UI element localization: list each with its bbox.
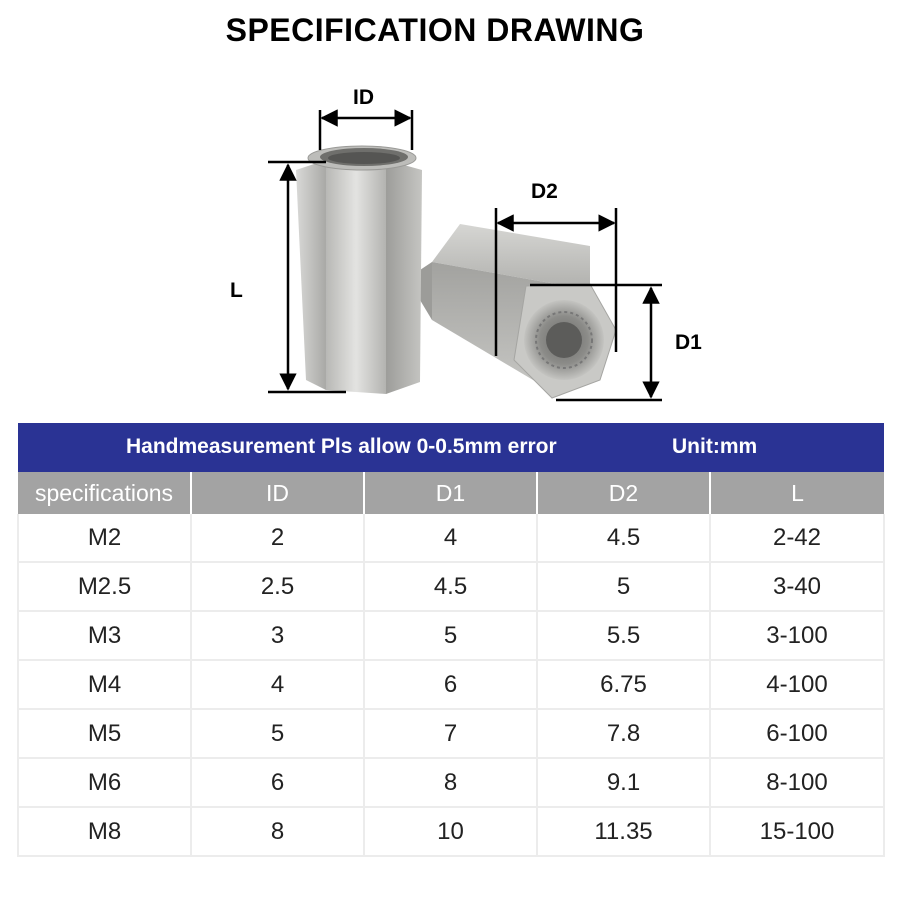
header-d2: D2 <box>537 472 710 514</box>
table-banner <box>18 423 884 472</box>
cell-id: 2.5 <box>191 562 364 611</box>
cell-id: 5 <box>191 709 364 758</box>
cell-id: 3 <box>191 611 364 660</box>
cell-d1: 10 <box>364 807 537 856</box>
dimension-label-id: ID <box>353 86 374 109</box>
header-specifications: specifications <box>18 472 191 514</box>
dimension-label-l: L <box>230 279 243 302</box>
hex-coupling-nut-drawing <box>0 0 900 420</box>
specification-table <box>17 423 885 857</box>
header-l: L <box>710 472 884 514</box>
cell-d2: 11.35 <box>537 807 710 856</box>
cell-d1: 6 <box>364 660 537 709</box>
cell-d1: 8 <box>364 758 537 807</box>
dimension-label-d2: D2 <box>531 180 558 203</box>
cell-d2: 5 <box>537 562 710 611</box>
table-row <box>18 611 884 660</box>
header-id: ID <box>191 472 364 514</box>
cell-id: 2 <box>191 514 364 562</box>
page-title: SPECIFICATION DRAWING <box>225 12 645 48</box>
cell-l: 2-42 <box>710 514 884 562</box>
cell-d2: 9.1 <box>537 758 710 807</box>
cell-d2: 4.5 <box>537 514 710 562</box>
unit-label: Unit:mm <box>672 435 758 458</box>
cell-l: 3-40 <box>710 562 884 611</box>
cell-d2: 6.75 <box>537 660 710 709</box>
cell-spec: M3 <box>18 611 191 660</box>
cell-l: 6-100 <box>710 709 884 758</box>
cell-id: 4 <box>191 660 364 709</box>
lying-nut <box>420 224 616 398</box>
cell-id: 6 <box>191 758 364 807</box>
cell-d2: 5.5 <box>537 611 710 660</box>
cell-id: 8 <box>191 807 364 856</box>
cell-spec: M2 <box>18 514 191 562</box>
cell-spec: M5 <box>18 709 191 758</box>
table-row <box>18 758 884 807</box>
cell-spec: M4 <box>18 660 191 709</box>
cell-l: 15-100 <box>710 807 884 856</box>
cell-l: 3-100 <box>710 611 884 660</box>
upright-nut <box>296 146 422 394</box>
table-row <box>18 709 884 758</box>
cell-d2: 7.8 <box>537 709 710 758</box>
table-row <box>18 660 884 709</box>
cell-spec: M8 <box>18 807 191 856</box>
cell-d1: 7 <box>364 709 537 758</box>
header-d1: D1 <box>364 472 537 514</box>
table-row <box>18 514 884 562</box>
table-header-row <box>18 472 884 514</box>
error-tolerance-note: Handmeasurement Pls allow 0-0.5mm error <box>126 435 557 458</box>
cell-l: 8-100 <box>710 758 884 807</box>
cell-l: 4-100 <box>710 660 884 709</box>
cell-d1: 5 <box>364 611 537 660</box>
cell-spec: M6 <box>18 758 191 807</box>
cell-spec: M2.5 <box>18 562 191 611</box>
dimension-label-d1: D1 <box>675 331 702 354</box>
cell-d1: 4.5 <box>364 562 537 611</box>
cell-d1: 4 <box>364 514 537 562</box>
table-row <box>18 807 884 856</box>
table-row <box>18 562 884 611</box>
